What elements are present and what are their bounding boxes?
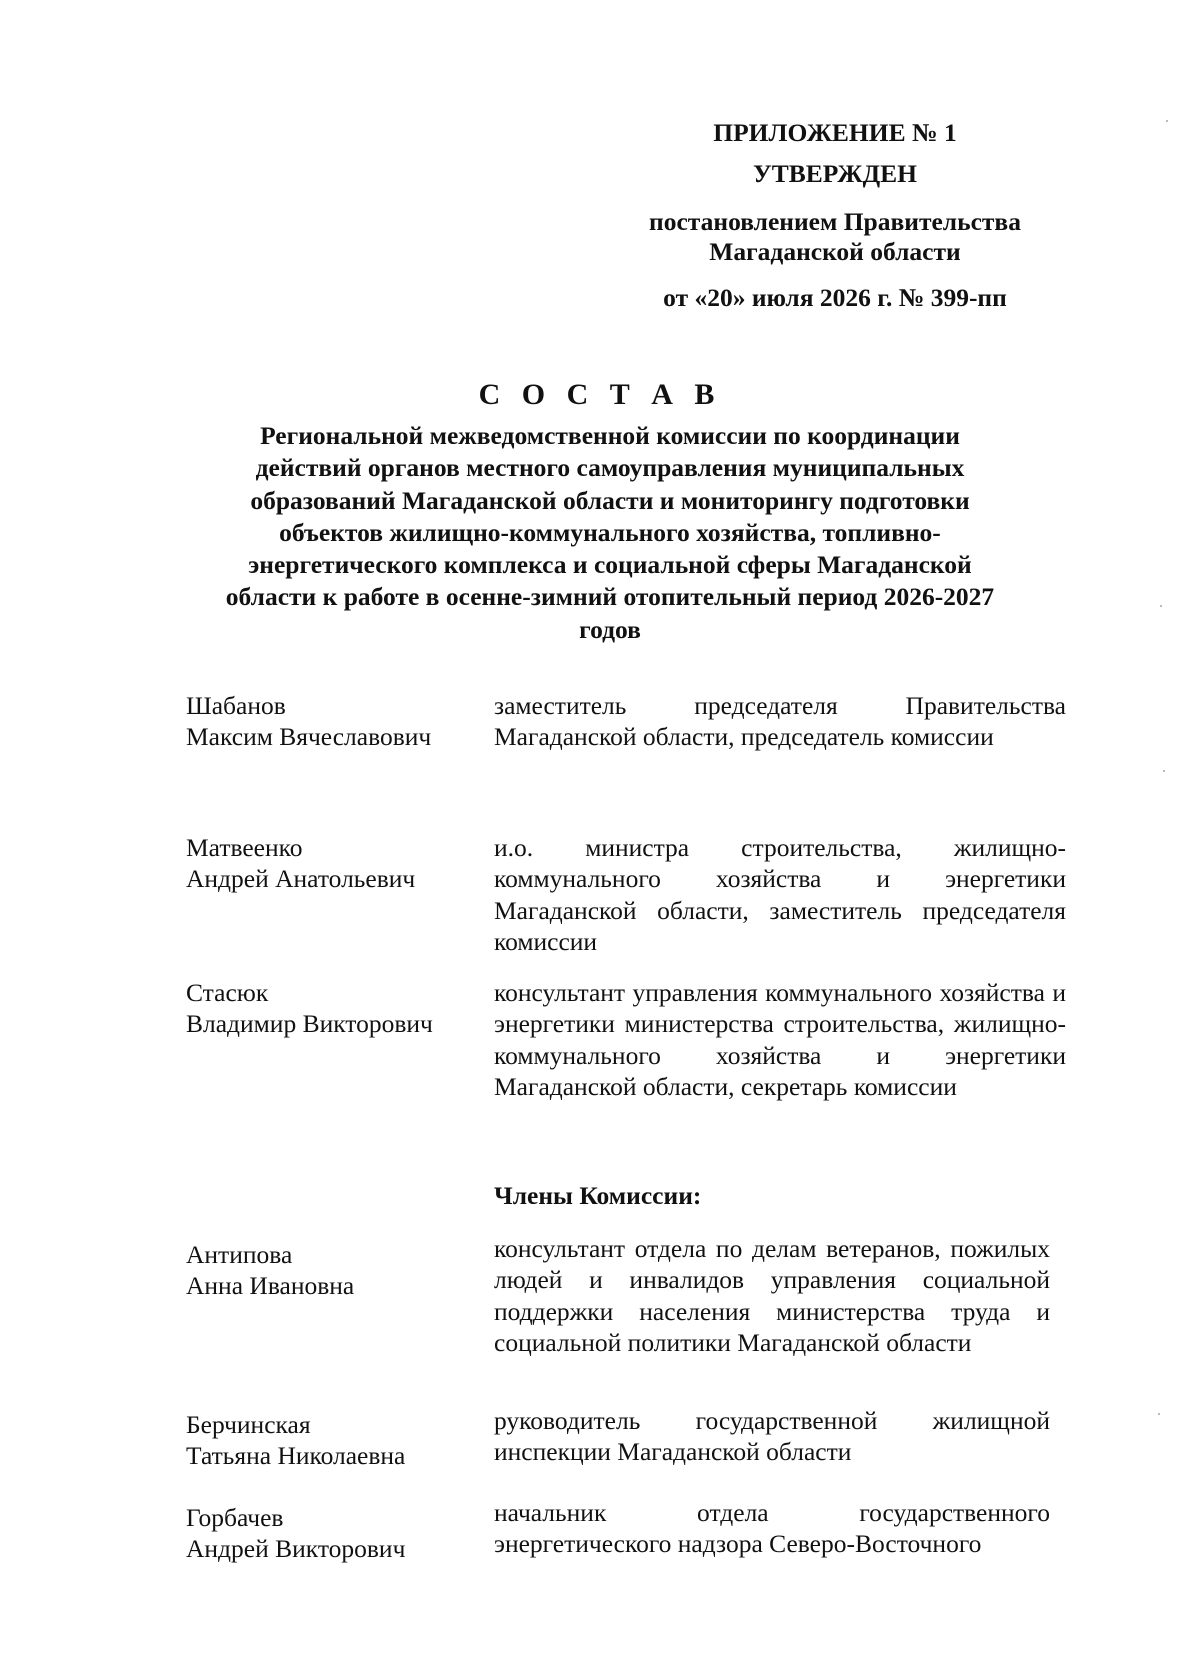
member-name [186,977,466,1039]
approved-label: УТВЕРЖДЕН [752,159,918,188]
member-role: начальник отдела государственного энергетического надзора Северо-Восточного [494,1498,1050,1559]
member-surname: Матвеенко [186,833,303,862]
member-given-names: Максим Вячеславович [186,722,432,751]
member-name [186,690,466,752]
member-role: и.о. министра строительства, жилищно-коммунального хозяйства и энергетики Магаданской области, заместитель председателя комиссии [494,833,1066,956]
document-subtitle: Региональной межведомственной комиссии по координации действий органов местного самоуправления муниципальных образований Магаданской области и мониторингу подготовки объектов жилищно-коммунального хозяйства, топливно-энергетического комплекса и социальной сферы Магаданской области к работе в осенне-зимний отопительный период 2026-2027 годов [225,421,995,644]
member-surname: Антипова [186,1240,293,1269]
member-given-names: Анна Ивановна [186,1271,355,1300]
member-surname: Берчинская [186,1410,311,1439]
member-name [186,1239,466,1301]
approved-by-line-2: Магаданской области [709,237,961,266]
member-surname: Шабанов [186,691,286,720]
scan-speck [1158,1413,1160,1415]
member-given-names: Андрей Викторович [186,1534,406,1563]
member-role: руководитель государственной жилищной инспекции Магаданской области [494,1406,1050,1467]
decree-date-number: от «20» июля 2026 г. № 399-пп [663,283,1007,312]
scan-speck [1163,770,1165,772]
member-role: заместитель председателя Правительства Магаданской области, председатель комиссии [494,691,1066,752]
member-name [186,832,466,894]
member-given-names: Татьяна Николаевна [186,1441,406,1470]
member-role: консультант отдела по делам ветеранов, пожилых людей и инвалидов управления социальной поддержки населения министерства труда и социальной политики Магаданской области [494,1234,1050,1357]
member-name [186,1409,466,1471]
approved-by-line-1: постановлением Правительства [649,207,1021,236]
member-surname: Горбачев [186,1503,284,1532]
document-title: С О С Т А В [478,378,722,411]
member-role: консультант управления коммунального хозяйства и энергетики министерства строительства, жилищно-коммунального хозяйства и энергетики Магаданской области, секретарь комиссии [494,978,1066,1101]
members-heading: Члены Комиссии: [494,1181,702,1210]
member-surname: Стасюк [186,978,269,1007]
approval-block [615,118,1055,313]
member-given-names: Владимир Викторович [186,1009,433,1038]
appendix-number: ПРИЛОЖЕНИЕ № 1 [713,118,957,147]
member-given-names: Андрей Анатольевич [186,864,416,893]
member-name [186,1502,466,1564]
scan-speck [1160,605,1162,607]
scan-speck [1166,120,1168,122]
